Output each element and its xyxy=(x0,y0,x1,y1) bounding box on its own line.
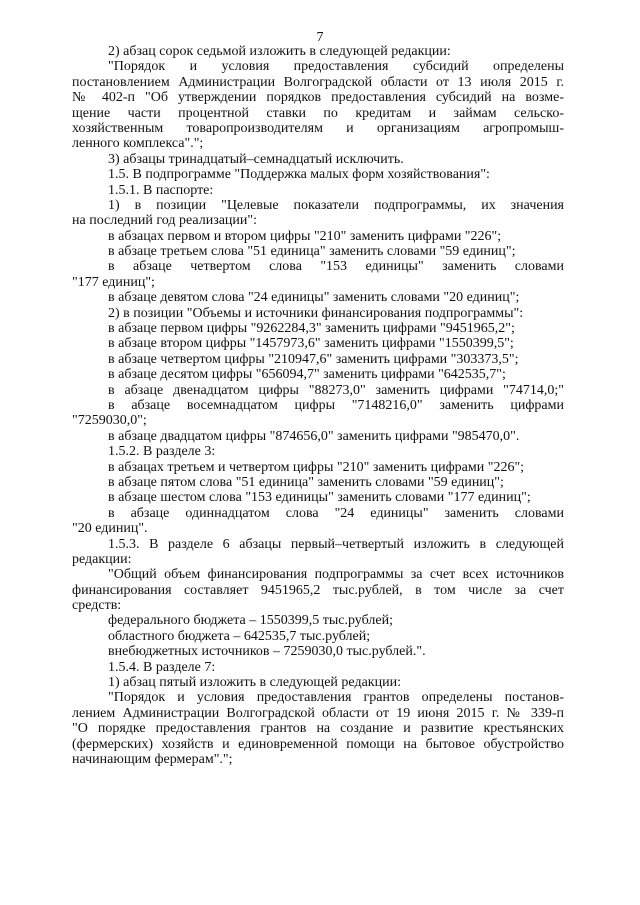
text-line: в абзаце четвертом слова "153 единицы" заменить словами xyxy=(108,259,564,275)
text-line: в абзаце восемнадцатом цифры "7148216,0" заменить цифрами xyxy=(108,397,564,413)
text-line: "Общий объем финансирования подпрограммы за счет всех источников xyxy=(108,567,564,583)
text-line: лением Администрации Волгоградской области от 19 июня 2015 г. № 339-п xyxy=(72,705,564,721)
text-line: 1.5.3. В разделе 6 абзацы первый–четвертый изложить в следующей xyxy=(108,536,564,552)
text-line: "О порядке предоставления грантов на создание и развитие крестьянских xyxy=(72,721,564,737)
text-line: в абзаце десятом цифры "656094,7" заменить цифрами "642535,7"; xyxy=(108,367,506,383)
text-line: в абзаце втором цифры "1457973,6" заменить цифрами "1550399,5"; xyxy=(108,336,514,352)
text-line: в абзаце девятом слова "24 единицы" заменить словами "20 единиц"; xyxy=(108,290,520,306)
document-body xyxy=(72,44,564,767)
text-line: № 402-п "Об утверждении порядков предоставления субсидий на возме- xyxy=(72,90,564,106)
text-line: редакции: xyxy=(72,551,132,567)
text-line: "20 единиц". xyxy=(72,521,148,537)
text-line: хозяйственным товаропроизводителям и организациям агропромыш- xyxy=(72,120,564,136)
text-line: постановлением Администрации Волгоградской области от 13 июля 2015 г. xyxy=(72,74,564,90)
text-line: "177 единиц"; xyxy=(72,274,155,290)
text-line: в абзаце двенадцатом цифры "88273,0" заменить цифрами "74714,0;" xyxy=(108,382,564,398)
text-line: в абзаце двадцатом цифры "874656,0" заменить цифрами "985470,0". xyxy=(108,428,520,444)
text-line: в абзаце одиннадцатом слова "24 единицы" заменить словами xyxy=(108,505,564,521)
text-line: 1.5.2. В разделе 3: xyxy=(108,444,216,460)
text-line: в абзаце первом цифры "9262284,3" заменить цифрами "9451965,2"; xyxy=(108,321,515,337)
text-line: в абзацах третьем и четвертом цифры "210" заменить цифрами "226"; xyxy=(108,459,525,475)
text-line: "Порядок и условия предоставления грантов определены постанов- xyxy=(108,690,564,706)
text-line: областного бюджета – 642535,7 тыс.рублей; xyxy=(108,628,371,644)
text-line: начинающим фермерам"."; xyxy=(72,751,233,767)
text-line: 1) в позиции "Целевые показатели подпрограммы, их значения xyxy=(108,197,564,213)
text-line: внебюджетных источников – 7259030,0 тыс.рублей.". xyxy=(108,644,426,660)
text-line: (фермерских) хозяйств и единовременной помощи на бытовое обустройство xyxy=(72,736,564,752)
text-line: средств: xyxy=(72,598,122,614)
text-line: в абзаце четвертом цифры "210947,6" заменить цифрами "303373,5"; xyxy=(108,351,519,367)
text-line: "Порядок и условия предоставления субсидий определены xyxy=(108,59,564,75)
text-line: "7259030,0"; xyxy=(72,413,147,429)
page-number: 7 xyxy=(316,30,324,45)
text-line: на последний год реализации": xyxy=(72,213,258,229)
text-line: ленного комплекса"."; xyxy=(72,136,204,152)
text-line: в абзаце третьем слова "51 единица" заменить словами "59 единиц"; xyxy=(108,244,516,260)
text-line: в абзацах первом и втором цифры "210" заменить цифрами "226"; xyxy=(108,228,502,244)
text-line: федерального бюджета – 1550399,5 тыс.рублей; xyxy=(108,613,393,629)
text-line: 1) абзац пятый изложить в следующей редакции: xyxy=(108,675,401,691)
text-line: 1.5.1. В паспорте: xyxy=(108,182,214,198)
text-line: 3) абзацы тринадцатый–семнадцатый исключить. xyxy=(108,151,404,167)
text-line: 2) в позиции "Объемы и источники финансирования подпрограммы": xyxy=(108,305,524,321)
text-line: 1.5. В подпрограмме "Поддержка малых форм хозяйствования": xyxy=(108,167,490,183)
text-line: 2) абзац сорок седьмой изложить в следующей редакции: xyxy=(108,44,451,59)
text-line: финансирования составляет 9451965,2 тыс.рублей, в том числе за счет xyxy=(72,582,564,598)
text-line: 1.5.4. В разделе 7: xyxy=(108,659,216,675)
text-line: в абзаце пятом слова "51 единица" заменить словами "59 единиц"; xyxy=(108,474,504,490)
text-line: щение части процентной ставки по кредитам и займам сельско- xyxy=(72,105,564,121)
text-line: в абзаце шестом слова "153 единицы" заменить словами "177 единиц"; xyxy=(108,490,531,506)
